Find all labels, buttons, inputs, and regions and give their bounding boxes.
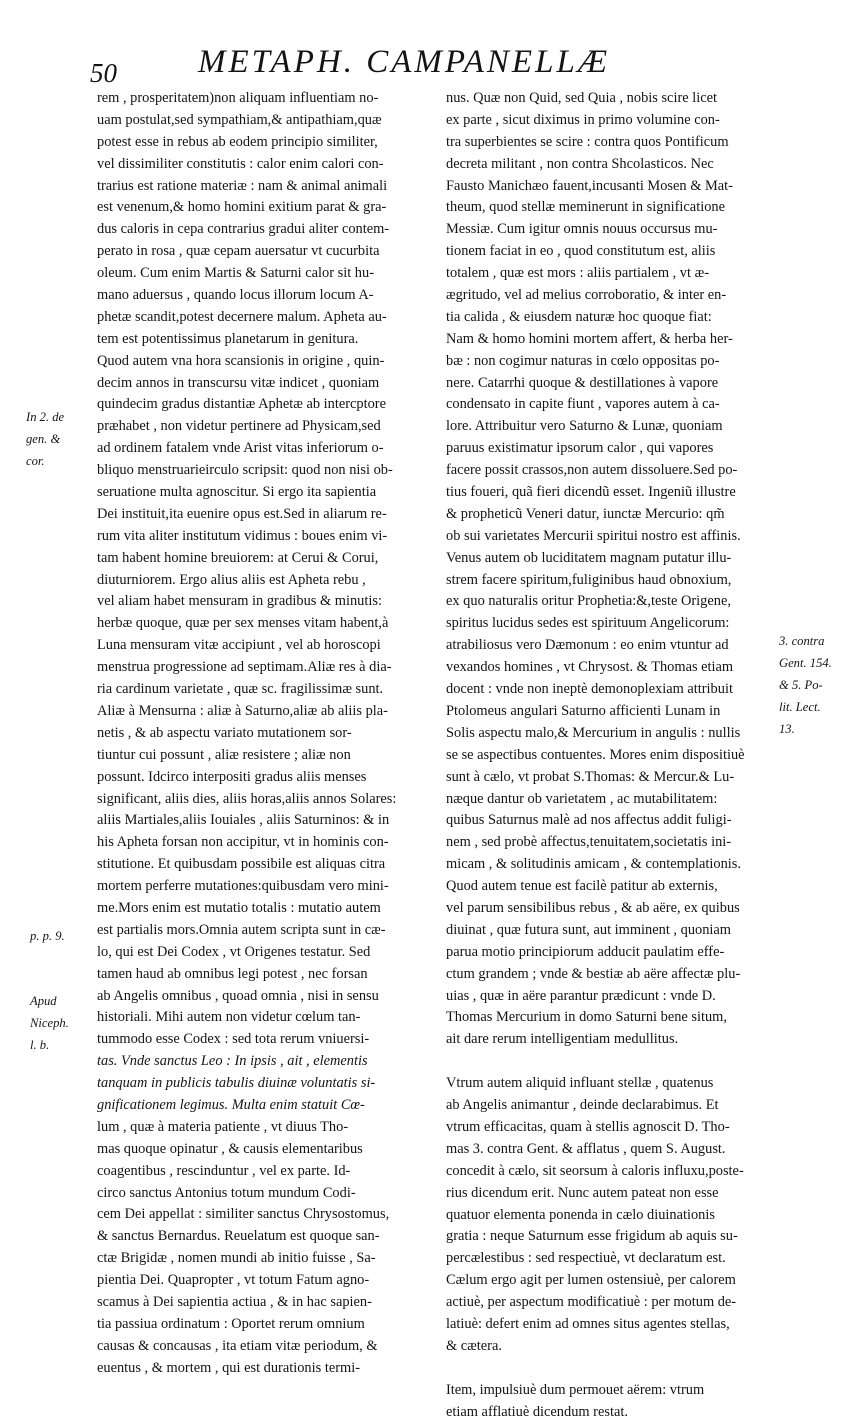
text-line: me.Mors enim est mutatio totalis : mutatio autem <box>97 899 381 916</box>
text-line: actiuè, per aspectum modificatiuè : per motum de- <box>446 1294 737 1311</box>
text-line: vel parum sensibilibus rebus , & ab aëre, ex quibus <box>446 899 740 916</box>
text-line: rem , prosperitatem)non aliquam influentiam no- <box>97 90 379 106</box>
text-line: trarius est ratione materiæ : nam & animal animali <box>97 177 388 194</box>
text-line: lore. Attribuitur vero Saturno & Lunæ, quoniam <box>446 418 723 435</box>
text-line: se se aspectibus contuentes. Mores enim dispositiuè <box>446 746 745 763</box>
text-line: vel dissimiliter constitutis : calor enim calori con- <box>97 155 384 172</box>
text-line: bliquo menstruarieirculo scripsit: quod non nisi ob- <box>97 462 393 479</box>
margin-note-line: Apud <box>30 994 57 1008</box>
text-line: vtrum efficacitas, quam à stellis agnoscit D. Tho- <box>446 1118 730 1135</box>
paragraph-gap <box>446 1358 774 1380</box>
text-line: Cælum ergo agit per lumen ostensiuè, per calorem <box>446 1272 736 1289</box>
text-line: spiritus lucidus sedes est spirituum Angelicorum: <box>446 615 730 632</box>
text-line: uias , quæ in aëre parantur prædicunt : vnde D. <box>446 987 716 1004</box>
text-line: Vtrum autem aliquid influant stellæ , quatenus <box>446 1075 714 1092</box>
text-line: theum, quod stellæ meminerunt in significatione <box>446 199 725 216</box>
text-line: herbæ quoque, quæ per sex menses vitam habent,à <box>97 615 389 632</box>
text-line: sunt à cælo, vt probat S.Thomas: & Mercur.& Lu- <box>446 768 735 785</box>
margin-note-left-2 <box>30 925 65 947</box>
margin-note-line: p. p. 9. <box>30 929 65 943</box>
text-line: ægritudo, vel ad melius corroboratio, & inter en- <box>446 287 727 304</box>
text-line: Ptolomeus angulari Saturno afficienti Lunam in <box>446 702 721 719</box>
text-line: tia calida , & eiusdem naturæ hoc quoque fiat: <box>446 308 712 325</box>
margin-note-line: gen. & <box>26 432 61 446</box>
text-line: nem , sed probè affectus,tenuitatem,societatis ini- <box>446 834 732 851</box>
text-line: mas 3. contra Gent. & afflatus , quem S. August. <box>446 1140 726 1157</box>
text-line: his Apheta forsan non accipitur, vt in hominis con- <box>97 834 389 851</box>
margin-note-left-3 <box>30 990 69 1056</box>
text-line: oleum. Cum enim Martis & Saturni calor sit hu- <box>97 265 374 282</box>
text-line: atrabiliosus vero Dæmonum : eo enim vtuntur ad <box>446 637 729 654</box>
text-line: strem facere spiritum,fuliginibus haud obnoxium, <box>446 571 732 588</box>
text-line: docent : vnde non ineptè demonoplexiam attribuit <box>446 681 733 698</box>
text-line: menstrua progressione ad septimam.Aliæ res à dia- <box>97 659 392 676</box>
text-line: ob sui varietates Mercurii spiritui nostro est affinis. <box>446 527 741 544</box>
text-line: diuturniorem. Ergo alius aliis est Apheta rebu , <box>97 571 366 588</box>
text-line: aliis Martiales,aliis Iouiales , aliis Saturninos: & in <box>97 812 390 829</box>
text-line: Thomas Mercurium in domo Saturni bene situm, <box>446 1009 727 1026</box>
margin-note-line: l. b. <box>30 1038 50 1052</box>
text-line: circo sanctus Antonius totum mundum Codi- <box>97 1184 356 1201</box>
text-line: potest esse in rebus ab eodem principio similiter, <box>97 133 378 150</box>
text-line: possunt. Idcirco interpositi gradus aliis menses <box>97 768 367 785</box>
text-line: quatuor elementa ponenda in cælo diuinationis <box>446 1206 715 1223</box>
text-line: quibus Saturnus malè ad nos affectus addit fuligi- <box>446 812 732 829</box>
text-line: ctæ Brigidæ , nomen mundi ab initio fuisse , Sa- <box>97 1250 376 1267</box>
text-line: tam habent homine breuiorem: at Cerui & Corui, <box>97 549 379 566</box>
text-line: gratia : neque Saturnum esse frigidum ab aquis su- <box>446 1228 738 1245</box>
margin-note-right-1 <box>779 630 832 740</box>
text-line: tamen haud ab omnibus legi potest , nec forsan <box>97 965 368 982</box>
text-line: tem est potentissimus planetarum in genitura. <box>97 330 359 347</box>
text-line: pientia Dei. Quapropter , vt totum Fatum agno- <box>97 1272 370 1289</box>
text-line: ad ordinem fatalem vnde Arist vitas inferiorum o- <box>97 440 384 457</box>
margin-note-line: Gent. 154. <box>779 656 832 670</box>
text-line: est venenum,& homo homini exitium parat & gra- <box>97 199 387 216</box>
margin-note-line: In 2. de <box>26 410 65 424</box>
text-line: etiam afflatiuè dicendum restat. <box>446 1403 628 1420</box>
text-line: tiuntur cui possunt , aliæ resistere ; aliæ non <box>97 746 351 763</box>
text-line: latiuè: defert enim ad omnes situs agentes stellas, <box>446 1315 730 1332</box>
text-line: ait dare rerum intelligentiam medullitus. <box>446 1031 679 1048</box>
text-line: gnificationem legimus. Multa enim statuit Cœ- <box>97 1096 365 1113</box>
text-line: vel aliam habet mensuram in gradibus & minutis: <box>97 593 382 610</box>
margin-note-line: & 5. Po- <box>779 678 823 692</box>
text-line: stitutione. Et quibusdam possibile est aliquas citra <box>97 856 386 873</box>
text-line: Nam & homo homini mortem affert, & herba her- <box>446 330 733 347</box>
margin-note-line: Niceph. <box>30 1016 69 1030</box>
right-column <box>446 88 774 1424</box>
text-line: rius dicendum erit. Nunc autem pateat non esse <box>446 1184 719 1201</box>
text-line: quindecim gradus distantiæ Aphetæ ab intercptore <box>97 396 386 413</box>
text-line: lo, qui est Dei Codex , vt Origenes testatur. Sed <box>97 943 371 960</box>
text-line: tius foueri, quã fieri dicendũ esset. Ingeniũ illustre <box>446 484 736 501</box>
text-line: & sanctus Bernardus. Reuelatum est quoque san- <box>97 1228 380 1245</box>
margin-note-left-1 <box>26 406 64 472</box>
text-line: paruus existimatur ipsorum calor , qui vapores <box>446 440 714 457</box>
text-line: Messiæ. Cum igitur omnis nouus occursus mu- <box>446 221 718 238</box>
text-line: ex quo naturalis oritur Prophetia:&,teste Origene, <box>446 593 731 610</box>
text-line: tas. Vnde sanctus Leo : In ipsis , ait , elementis <box>97 1053 368 1070</box>
text-line: phetæ scandit,potest decernere malum. Apheta au- <box>97 308 387 325</box>
text-line: historiali. Mihi autem non videtur cœlum tan- <box>97 1009 361 1026</box>
text-line: decim annos in transcursu vitæ indicet , quoniam <box>97 374 380 391</box>
text-line: næque dantur ob varietatem , ac mutabilitatem: <box>446 790 718 807</box>
text-line: & propheticũ Veneri datur, iunctæ Mercurio: qm̃ <box>446 505 725 522</box>
text-line: cem Dei appellat : similiter sanctus Chrysostomus, <box>97 1206 390 1223</box>
text-line: facere possit crassos,non autem dissoluere.Sed po- <box>446 462 738 479</box>
text-line: Aliæ à Mensurna : aliæ à Saturno,aliæ ab aliis pla- <box>97 702 388 719</box>
text-line: Venus autem ob luciditatem magnam putatur illu- <box>446 549 732 566</box>
text-line: præhabet , non videtur pertinere ad Physicam,sed <box>97 418 381 435</box>
text-line: bæ : non cogimur naturas in cœlo oppositas po- <box>446 352 720 369</box>
text-line: perato in rosa , quæ cepam auersatur vt cucurbita <box>97 243 380 260</box>
text-line: Quod autem tenue est facilè patitur ab externis, <box>446 878 718 895</box>
text-line: est partialis mors.Omnia autem scripta sunt in cæ- <box>97 921 386 938</box>
text-line: significant, aliis dies, aliis horas,aliis annos Solares: <box>97 790 397 807</box>
text-line: Item, impulsiuè dum permouet aërem: vtrum <box>446 1381 705 1398</box>
text-line: Dei instituit,ita euenire opus est.Sed in aliarum re- <box>97 505 387 522</box>
text-line: mortem perferre mutationes:quibusdam vero mini- <box>97 878 389 895</box>
text-line: diuinat , quæ futura sunt, aut imminent , quoniam <box>446 921 731 938</box>
text-line: nere. Catarrhi quoque & destillationes à vapore <box>446 374 719 391</box>
text-line: seruatione multa agnoscitur. Si ergo ita sapientia <box>97 484 377 501</box>
text-line: & cætera. <box>446 1337 502 1354</box>
text-line: parua motio principiorum adducit paulatim effe- <box>446 943 725 960</box>
text-line: condensato in capite fiunt , vapores autem à ca- <box>446 396 720 413</box>
text-line: Solis aspectu malo,& Mercurium in angulis : nullis <box>446 724 741 741</box>
text-line: Luna mensuram vitæ accipiunt , vel ab horoscopi <box>97 637 381 654</box>
text-line: vexandos homines , vt Chrysost. & Thomas etiam <box>446 659 734 676</box>
text-line: rum vita aliter institutum vidimus : boues enim vi- <box>97 527 388 544</box>
text-line: nus. Quæ non Quid, sed Quia , nobis scire licet <box>446 90 717 106</box>
margin-note-line: 3. contra <box>779 634 825 648</box>
text-line: ctum grandem ; vnde & bestiæ ab aëre affectæ plu- <box>446 965 741 982</box>
margin-note-line: cor. <box>26 454 45 468</box>
text-line: euentus , & mortem , qui est durationis termi- <box>97 1359 360 1376</box>
text-line: tionem faciat in eo , quod constitutum est, aliis <box>446 243 716 260</box>
text-line: ria cardinum varietate , quæ sc. fragilissimæ sunt. <box>97 681 384 698</box>
text-line: mas quoque opinatur , & causis elementaribus <box>97 1140 363 1157</box>
text-line: tanquam in publicis tabulis diuinæ voluntatis si- <box>97 1075 376 1092</box>
text-line: tia passiua ordinatum : Oportet rerum omnium <box>97 1315 365 1332</box>
margin-note-line: lit. Lect. <box>779 700 821 714</box>
text-line: tummodo esse Codex : sed tota rerum vniuersi- <box>97 1031 370 1048</box>
text-line: Quod autem vna hora scansionis in origine , quin- <box>97 352 385 369</box>
text-line: scamus à Dei sapientia actiua , & in hac sapien- <box>97 1293 372 1310</box>
text-line: lum , quæ à materia patiente , vt diuus Tho- <box>97 1118 349 1135</box>
text-line: concedit à cælo, sit seorsum à caloris influxu,poste- <box>446 1162 744 1179</box>
text-line: coagentibus , rescinduntur , vel ex parte. Id- <box>97 1162 351 1179</box>
text-line: dus caloris in cepa contrarius gradui aliter contem- <box>97 221 390 238</box>
text-line: ab Angelis animantur , deinde declarabimus. Et <box>446 1097 719 1114</box>
text-line: netis , & ab aspectu variato mutationem sor- <box>97 724 352 741</box>
margin-note-line: 13. <box>779 722 795 736</box>
text-line: uam postulat,sed sympathiam,& antipathiam,quæ <box>97 111 382 128</box>
left-column <box>97 88 423 1380</box>
text-line: Fausto Manichæo fauent,incusanti Mosen & Mat- <box>446 177 733 194</box>
text-line: decreta militant , non contra Shcolasticos. Nec <box>446 155 714 172</box>
text-line: micam , & solitudinis amicam , & contemplationis. <box>446 856 741 873</box>
text-line: mano aduersus , quando locus illorum locum A- <box>97 287 374 304</box>
paragraph-gap <box>446 1051 774 1073</box>
page-number: 50 <box>90 58 117 88</box>
text-line: percælestibus : sed respectiuè, vt declaratum est. <box>446 1250 726 1267</box>
text-line: totalem , quæ est mors : aliis partialem , vt æ- <box>446 265 709 282</box>
running-head: METAPH. CAMPANELLÆ <box>198 44 611 80</box>
text-line: causas & concausas , ita etiam vitæ periodum, & <box>97 1337 378 1354</box>
text-line: ex parte , sicut diximus in primo volumine con- <box>446 111 720 128</box>
text-line: tra superbientes se scire : contra quos Pontificum <box>446 133 729 150</box>
text-line: ab Angelis omnibus , quoad omnia , nisi in sensu <box>97 987 379 1004</box>
